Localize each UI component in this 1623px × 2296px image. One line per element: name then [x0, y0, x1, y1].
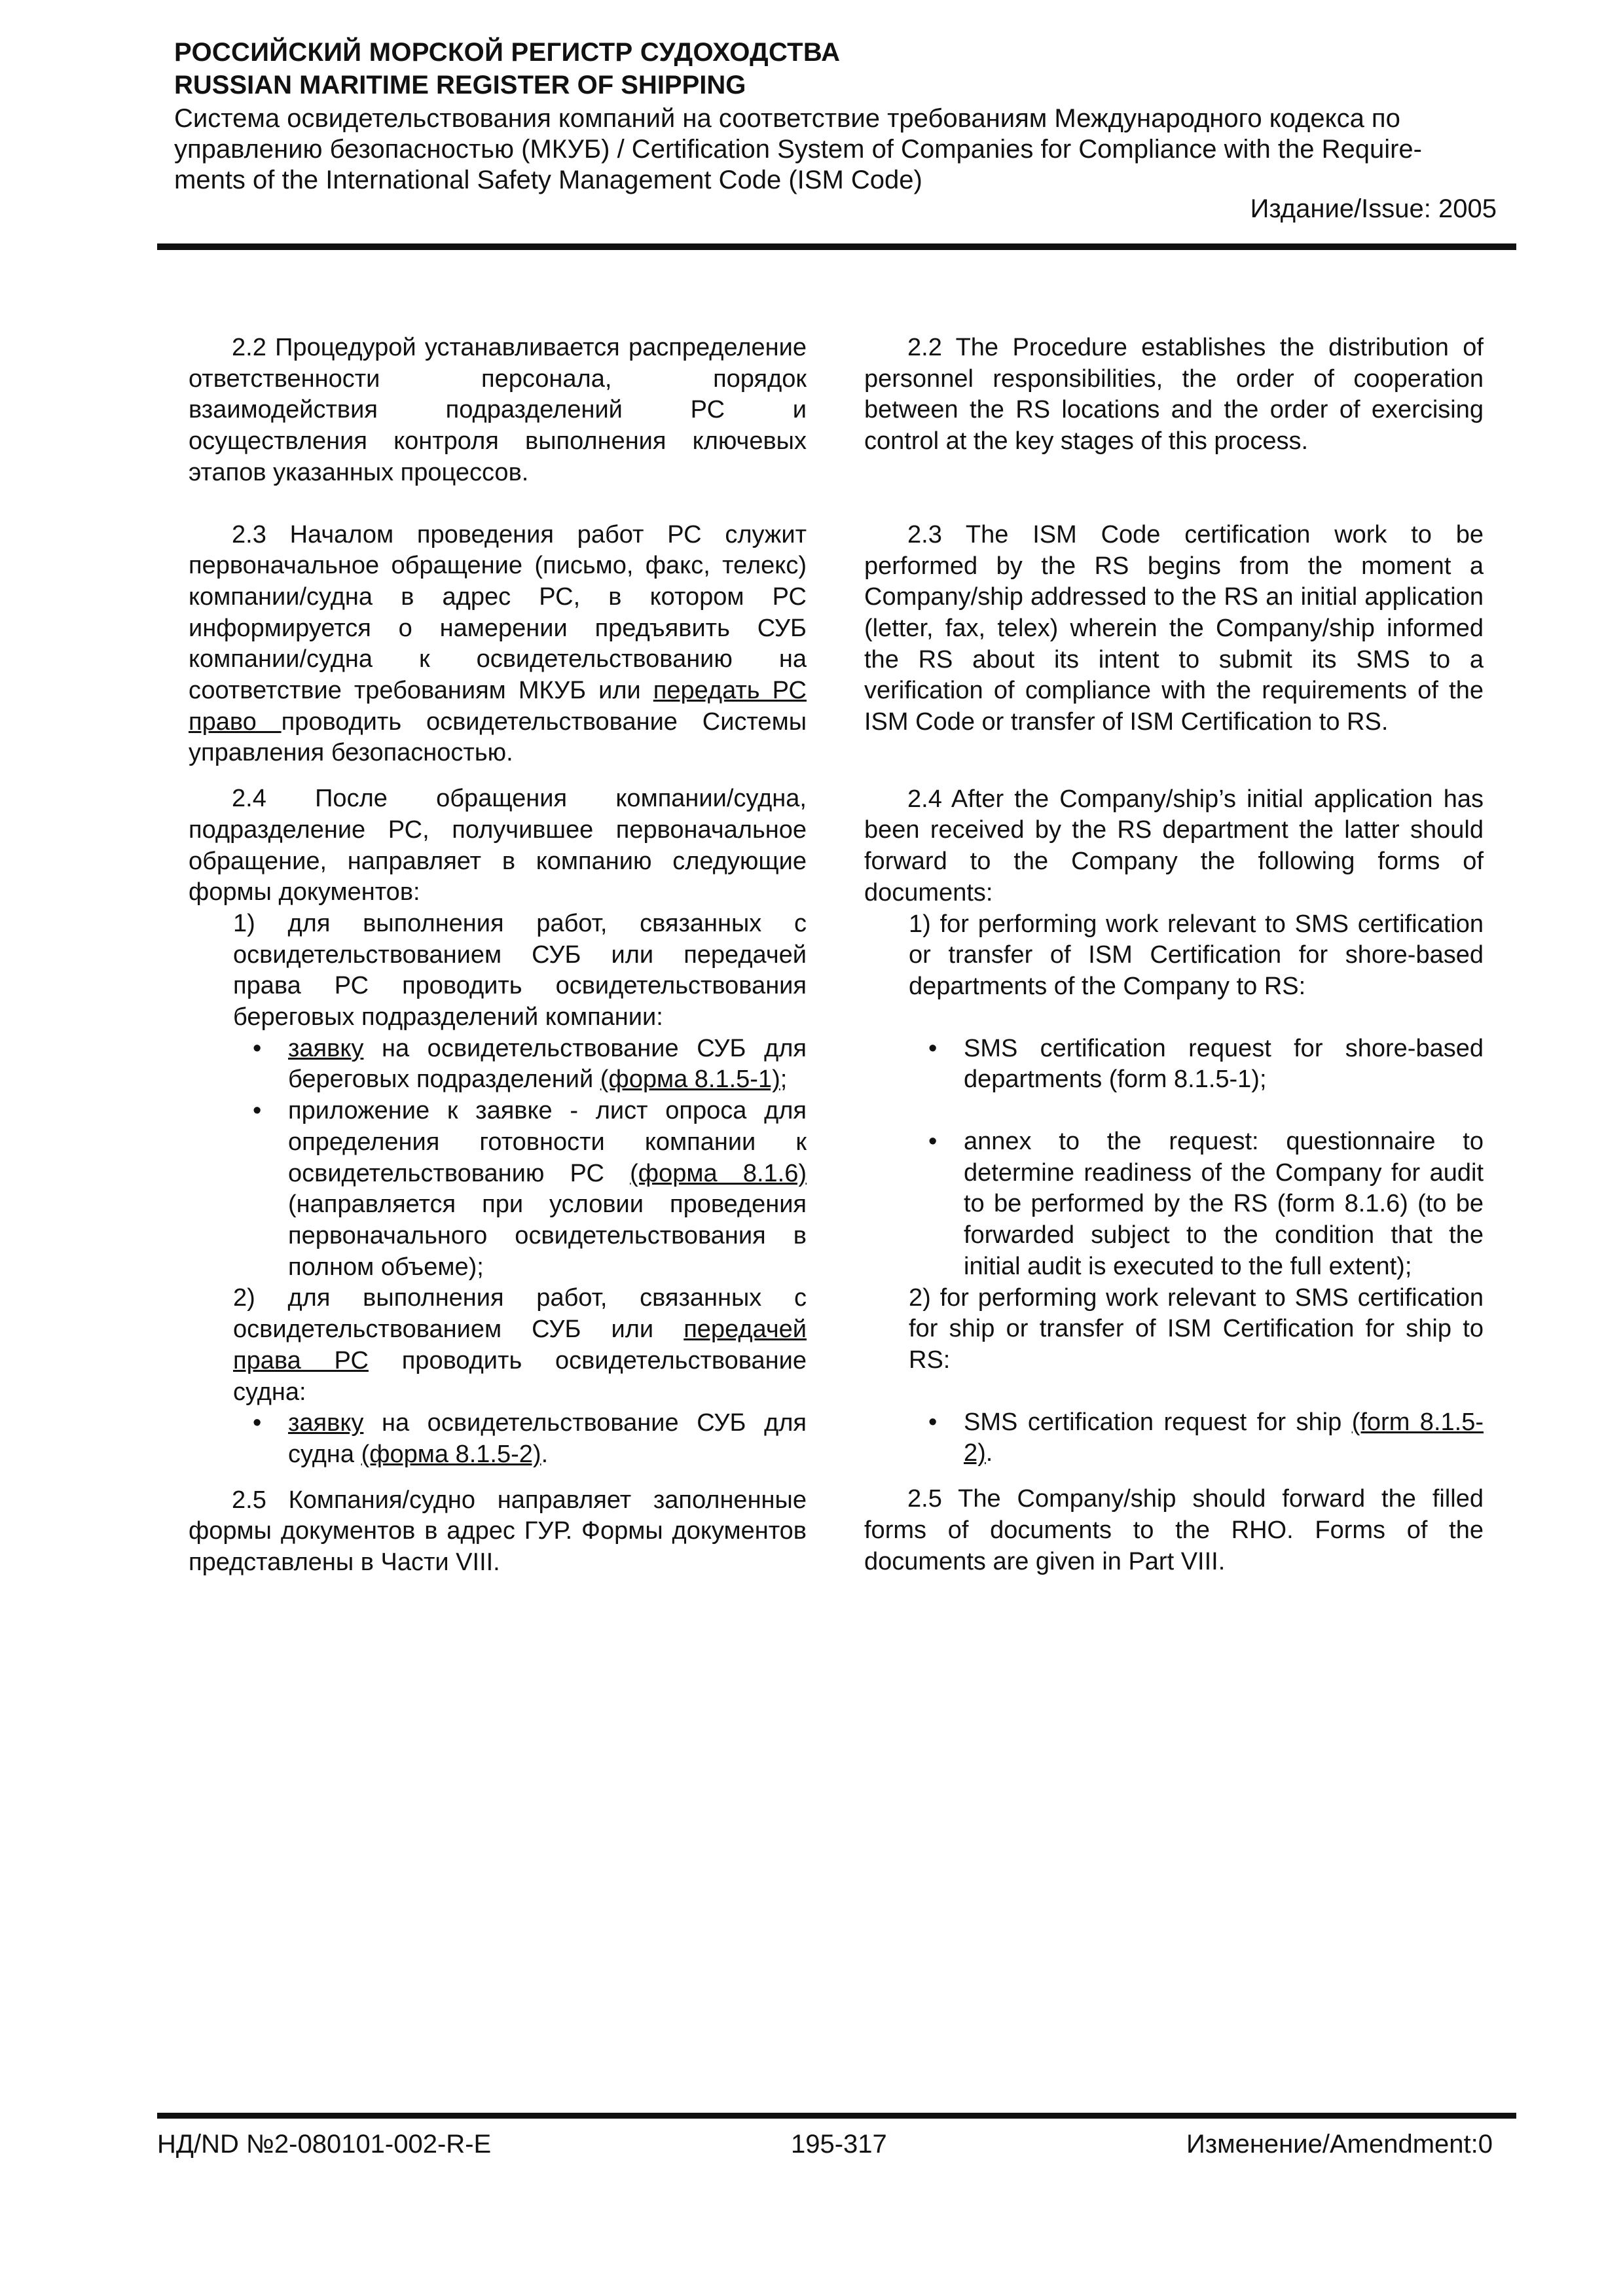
bullet-icon: • [928, 1128, 938, 1156]
document-number: НД/ND №2-080101-002-R-E [157, 2130, 492, 2159]
bullet-item [928, 1126, 1484, 1283]
issue-label: Издание/Issue: 2005 [1250, 194, 1497, 223]
russian-column [189, 332, 807, 1579]
paragraph-2-5-en: 2.5 The Company/ship should forward the filled forms of documents to the RHO. Forms of the documents are given in Part VIII. [864, 1485, 1484, 1575]
item-text: SMS certification request for ship [964, 1408, 1352, 1436]
bullet-item [253, 1033, 807, 1096]
bullet-icon: • [253, 1097, 262, 1125]
form-reference: (form 8.1.5-2) [964, 1408, 1484, 1467]
paragraph-2-4-ru: 2.4 После обращения компании/судна, подразделение РС, получившее первоначальное обращение, направляет в компанию следующие формы документов: [189, 785, 807, 906]
paragraph-2-2-en: 2.2 The Procedure establishes the distribution of personnel responsibilities, the order of cooperation between the RS locations and the order of exercising control at the key stages of this process. [864, 334, 1484, 456]
paragraph-2-5-ru: 2.5 Компания/судно направляет заполненные формы документов в адрес ГУР. Формы документов представлены в Части VIII. [189, 1486, 807, 1577]
register-title-en: RUSSIAN MARITIME REGISTER OF SHIPPING [174, 71, 746, 99]
paragraph-2-3-ru [189, 520, 807, 770]
item-text: (направляется при условии проведения первоначального освидетельствования в полном объеме); [288, 1191, 807, 1281]
paragraph-text: 2.3 Началом проведения работ РС служит первоначальное обращение (письмо, факс, телекс) компании/судна в адрес РС, в котором РС информируется о намерении предъявить СУБ компании/судна к освидетельствованию на соответствие требованиям МКУБ или [189, 520, 807, 705]
bullet-item [253, 1096, 807, 1283]
bullet-item [928, 1033, 1484, 1096]
form-reference: (форма 8.1.5-1) [600, 1066, 780, 1094]
bullet-list-en-1 [864, 1033, 1484, 1283]
item-text: ; [780, 1066, 788, 1094]
bullet-item [253, 1408, 807, 1470]
item-text: на освидетельствование СУБ для береговых подразделений [288, 1034, 807, 1094]
underlined-text: передать РС право [189, 677, 807, 736]
paragraph-text: проводить освидетельствование Системы управления безопасностью. [189, 708, 807, 767]
register-title-ru: РОССИЙСКИЙ МОРСКОЙ РЕГИСТР СУДОХОДСТВА [174, 38, 841, 67]
item-text: 2) для выполнения работ, связанных с освидетельствованием СУБ или [233, 1284, 807, 1344]
bullet-icon: • [928, 1408, 938, 1436]
subitem-1-ru: 1) для выполнения работ, связанных с освидетельствованием СУБ или передачей права РС проводить освидетельствования береговых подразделений компании: [233, 909, 807, 1031]
paragraph-2-4-en: 2.4 After the Company/ship’s initial application has been received by the RS department the latter should forward to the Company the following forms of documents: [864, 785, 1484, 906]
item-text: . [541, 1440, 549, 1468]
subitem-1-en: 1) for performing work relevant to SMS certification or transfer of ISM Certification for shore-based departments of the Company to RS: [909, 910, 1484, 1000]
item-text: SMS certification request for shore-based departments (form 8.1.5-1); [964, 1034, 1484, 1094]
bullet-list-ru-2 [189, 1408, 807, 1470]
item-text: приложение к заявке - лист опроса для определения готовности компании к освидетельствованию РС [288, 1097, 807, 1187]
paragraph-2-3-en: 2.3 The ISM Code certification work to be performed by the RS begins from the moment a Company/ship addressed to the RS an initial application (letter, fax, telex) wherein the Company/ship informed the RS about its intent to submit its SMS to a verification of compliance with the requirements of the ISM Code or transfer of ISM Certification to RS. [864, 520, 1484, 736]
subitem-2-ru [233, 1283, 807, 1408]
system-description [174, 103, 1516, 196]
form-reference: (форма 8.1.5-2) [361, 1440, 541, 1468]
item-text: annex to the request: questionnaire to determine readiness of the Company for audit to be performed by the RS (form 8.1.6) (to be forwarded subject to the condition that the initial audit is executed to the full extent); [964, 1128, 1484, 1280]
bullet-list-en-2 [864, 1407, 1484, 1469]
header-rule [157, 243, 1516, 250]
bullet-icon: • [928, 1034, 938, 1062]
page-range: 195-317 [791, 2130, 887, 2159]
form-reference: (форма 8.1.6) [630, 1159, 807, 1187]
system-description-line: Система освидетельствования компаний на соответствие требованиям Международного кодекса по [174, 104, 1400, 133]
system-description-line: управлению безопасностью (МКУБ) / Certification System of Companies for Compliance with the Require- [174, 135, 1422, 164]
underlined-text: заявку [288, 1034, 364, 1062]
subitem-2-en: 2) for performing work relevant to SMS certification for ship or transfer of ISM Certification for ship to RS: [909, 1283, 1484, 1374]
bullet-icon: • [253, 1034, 262, 1062]
underlined-text: заявку [288, 1409, 364, 1437]
system-description-line: ments of the International Safety Management Code (ISM Code) [174, 166, 922, 194]
paragraph-2-2-ru: 2.2 Процедурой устанавливается распределение ответственности персонала, порядок взаимодействия подразделений РС и осуществления контроля выполнения ключевых этапов указанных процессов. [189, 334, 807, 486]
underlined-text: передачей права РС [233, 1316, 807, 1374]
item-text: на освидетельствование СУБ для судна [288, 1409, 807, 1468]
item-text: проводить освидетельствование судна: [233, 1346, 807, 1406]
bullet-list-ru-1 [189, 1033, 807, 1283]
english-column [864, 332, 1484, 1577]
item-text: . [985, 1439, 993, 1467]
bullet-icon: • [253, 1409, 262, 1437]
bullet-item [928, 1407, 1484, 1469]
footer-rule [157, 2113, 1516, 2119]
amendment-label: Изменение/Amendment:0 [1186, 2130, 1493, 2159]
